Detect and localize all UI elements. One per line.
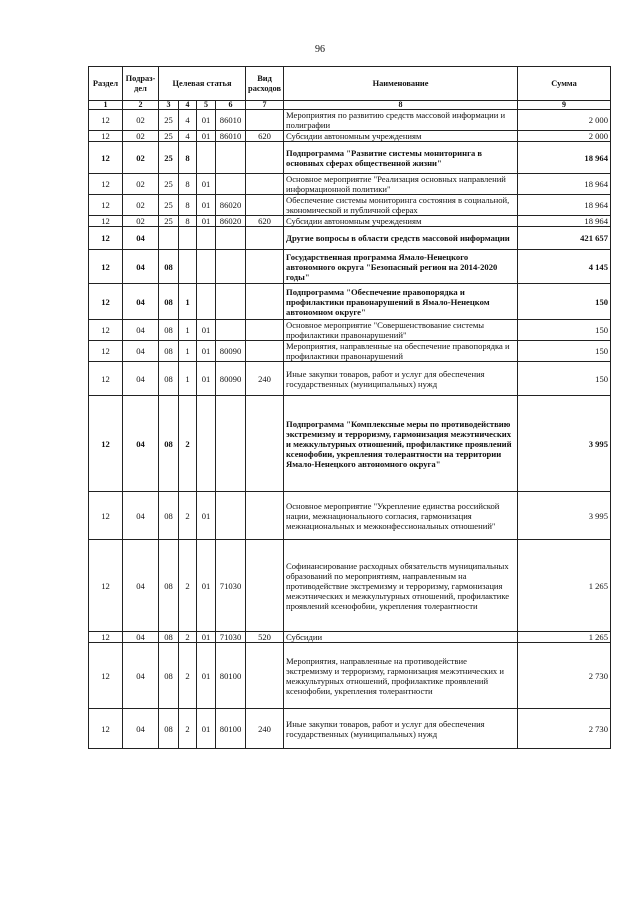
podrazdel-cell: 04 <box>123 540 159 632</box>
direction-code-cell <box>216 227 246 250</box>
event-code-cell: 01 <box>197 643 216 709</box>
name-cell: Субсидии автономным учреждениям <box>284 131 518 142</box>
subprogram-code-cell: 4 <box>179 131 197 142</box>
razdel-cell: 12 <box>89 142 123 174</box>
expense-type-cell <box>246 643 284 709</box>
expense-type-cell <box>246 250 284 284</box>
podrazdel-cell: 02 <box>123 216 159 227</box>
table-row <box>89 341 611 362</box>
name-cell: Софинансирование расходных обязательств муниципальных образований по мероприятиям, направленным на противодействие экстремизму и терроризму, гармонизация межэтнических и межкультурных отношений, профилактике проявлений ксенофобии, укрепления толерантности <box>284 540 518 632</box>
sum-cell: 150 <box>518 320 611 341</box>
podrazdel-cell: 04 <box>123 284 159 320</box>
podrazdel-cell: 04 <box>123 362 159 396</box>
sum-cell: 18 964 <box>518 216 611 227</box>
podrazdel-cell: 04 <box>123 250 159 284</box>
expense-type-cell <box>246 195 284 216</box>
expense-type-cell <box>246 341 284 362</box>
podrazdel-cell: 02 <box>123 110 159 131</box>
expense-type-cell: 240 <box>246 362 284 396</box>
event-code-cell: 01 <box>197 174 216 195</box>
header-expense-type: Вид расходов <box>246 67 284 101</box>
name-cell: Государственная программа Ямало-Ненецкого автономного округа "Безопасный регион на 2014-2020 годы" <box>284 250 518 284</box>
razdel-cell: 12 <box>89 540 123 632</box>
subprogram-code-cell: 8 <box>179 195 197 216</box>
event-code-cell <box>197 227 216 250</box>
expense-type-cell: 620 <box>246 131 284 142</box>
event-code-cell: 01 <box>197 131 216 142</box>
subprogram-code-cell: 2 <box>179 492 197 540</box>
podrazdel-cell: 04 <box>123 396 159 492</box>
podrazdel-cell: 02 <box>123 174 159 195</box>
program-code-cell: 08 <box>159 632 179 643</box>
column-number: 2 <box>123 101 159 110</box>
name-cell: Подпрограмма "Комплексные меры по противодействию экстремизму и терроризму, гармонизация межэтнических и межкультурных отношений, профилактике проявлений ксенофобии, укрепления толерантности на территории Ямало-Ненецкого автономного округа" <box>284 396 518 492</box>
direction-code-cell <box>216 284 246 320</box>
event-code-cell: 01 <box>197 320 216 341</box>
table-row <box>89 396 611 492</box>
razdel-cell: 12 <box>89 174 123 195</box>
sum-cell: 3 995 <box>518 396 611 492</box>
razdel-cell: 12 <box>89 396 123 492</box>
program-code-cell <box>159 227 179 250</box>
table-row <box>89 492 611 540</box>
name-cell: Мероприятия по развитию средств массовой информации и полиграфии <box>284 110 518 131</box>
event-code-cell: 01 <box>197 709 216 749</box>
razdel-cell: 12 <box>89 362 123 396</box>
event-code-cell <box>197 142 216 174</box>
event-code-cell: 01 <box>197 632 216 643</box>
table-row <box>89 110 611 131</box>
event-code-cell: 01 <box>197 216 216 227</box>
name-cell: Подпрограмма "Обеспечение правопорядка и профилактики правонарушений в Ямало-Ненецком автономном округе" <box>284 284 518 320</box>
header-sum: Сумма <box>518 67 611 101</box>
program-code-cell: 08 <box>159 320 179 341</box>
expense-type-cell <box>246 142 284 174</box>
sum-cell: 2 000 <box>518 131 611 142</box>
program-code-cell: 25 <box>159 110 179 131</box>
expense-type-cell <box>246 492 284 540</box>
budget-table <box>88 66 611 749</box>
subprogram-code-cell: 1 <box>179 362 197 396</box>
razdel-cell: 12 <box>89 227 123 250</box>
table-row <box>89 362 611 396</box>
podrazdel-cell: 04 <box>123 643 159 709</box>
name-cell: Основное мероприятие "Укрепление единства российской нации, межнационального согласия, гармонизация межнациональных и межконфессиональных отношений" <box>284 492 518 540</box>
program-code-cell: 25 <box>159 131 179 142</box>
name-cell: Иные закупки товаров, работ и услуг для обеспечения государственных (муниципальных) нужд <box>284 709 518 749</box>
sum-cell: 4 145 <box>518 250 611 284</box>
program-code-cell: 08 <box>159 341 179 362</box>
program-code-cell: 08 <box>159 540 179 632</box>
column-number: 6 <box>216 101 246 110</box>
program-code-cell: 08 <box>159 492 179 540</box>
razdel-cell: 12 <box>89 131 123 142</box>
sum-cell: 2 730 <box>518 643 611 709</box>
direction-code-cell: 71030 <box>216 632 246 643</box>
name-cell: Обеспечение системы мониторинга состояния в социальной, экономической и публичной сферах <box>284 195 518 216</box>
direction-code-cell: 80090 <box>216 362 246 396</box>
subprogram-code-cell: 2 <box>179 396 197 492</box>
program-code-cell: 08 <box>159 396 179 492</box>
header-target-article: Целевая статья <box>159 67 246 101</box>
column-number: 3 <box>159 101 179 110</box>
direction-code-cell <box>216 396 246 492</box>
header-row <box>89 67 611 101</box>
podrazdel-cell: 04 <box>123 709 159 749</box>
razdel-cell: 12 <box>89 643 123 709</box>
program-code-cell: 25 <box>159 195 179 216</box>
event-code-cell: 01 <box>197 110 216 131</box>
direction-code-cell: 80090 <box>216 341 246 362</box>
subprogram-code-cell: 8 <box>179 174 197 195</box>
direction-code-cell <box>216 320 246 341</box>
program-code-cell: 08 <box>159 362 179 396</box>
table-row <box>89 643 611 709</box>
name-cell: Субсидии <box>284 632 518 643</box>
direction-code-cell: 86010 <box>216 110 246 131</box>
direction-code-cell <box>216 250 246 284</box>
event-code-cell <box>197 250 216 284</box>
subprogram-code-cell: 4 <box>179 110 197 131</box>
subprogram-code-cell: 8 <box>179 216 197 227</box>
table-row <box>89 174 611 195</box>
expense-type-cell <box>246 396 284 492</box>
name-cell: Основное мероприятие "Совершенствование системы профилактики правонарушений" <box>284 320 518 341</box>
sum-cell: 3 995 <box>518 492 611 540</box>
name-cell: Основное мероприятие "Реализация основных направлений информационной политики" <box>284 174 518 195</box>
subprogram-code-cell: 2 <box>179 709 197 749</box>
event-code-cell: 01 <box>197 341 216 362</box>
sum-cell: 150 <box>518 284 611 320</box>
table-row <box>89 195 611 216</box>
header-name: Наименование <box>284 67 518 101</box>
direction-code-cell: 86020 <box>216 216 246 227</box>
event-code-cell: 01 <box>197 362 216 396</box>
podrazdel-cell: 04 <box>123 492 159 540</box>
name-cell: Подпрограмма "Развитие системы мониторинга в основных сферах общественной жизни" <box>284 142 518 174</box>
table-body <box>89 110 611 749</box>
expense-type-cell <box>246 284 284 320</box>
expense-type-cell <box>246 540 284 632</box>
expense-type-cell: 520 <box>246 632 284 643</box>
sum-cell: 150 <box>518 341 611 362</box>
subprogram-code-cell: 2 <box>179 632 197 643</box>
podrazdel-cell: 02 <box>123 195 159 216</box>
name-cell: Иные закупки товаров, работ и услуг для обеспечения государственных (муниципальных) нужд <box>284 362 518 396</box>
podrazdel-cell: 02 <box>123 142 159 174</box>
sum-cell: 2 000 <box>518 110 611 131</box>
event-code-cell <box>197 396 216 492</box>
column-number-row <box>89 101 611 110</box>
column-number: 7 <box>246 101 284 110</box>
expense-type-cell <box>246 174 284 195</box>
table-row <box>89 284 611 320</box>
name-cell: Мероприятия, направленные на обеспечение правопорядка и профилактики правонарушений <box>284 341 518 362</box>
column-number: 9 <box>518 101 611 110</box>
table-row <box>89 632 611 643</box>
header-podrazdel: Подраз-дел <box>123 67 159 101</box>
header-razdel: Раздел <box>89 67 123 101</box>
expense-type-cell: 620 <box>246 216 284 227</box>
direction-code-cell <box>216 492 246 540</box>
expense-type-cell <box>246 227 284 250</box>
razdel-cell: 12 <box>89 709 123 749</box>
event-code-cell: 01 <box>197 492 216 540</box>
name-cell: Субсидии автономным учреждениям <box>284 216 518 227</box>
direction-code-cell: 86020 <box>216 195 246 216</box>
direction-code-cell: 80100 <box>216 643 246 709</box>
event-code-cell <box>197 284 216 320</box>
razdel-cell: 12 <box>89 320 123 341</box>
expense-type-cell: 240 <box>246 709 284 749</box>
program-code-cell: 08 <box>159 709 179 749</box>
subprogram-code-cell <box>179 250 197 284</box>
event-code-cell: 01 <box>197 540 216 632</box>
program-code-cell: 25 <box>159 174 179 195</box>
subprogram-code-cell <box>179 227 197 250</box>
table-row <box>89 216 611 227</box>
program-code-cell: 08 <box>159 643 179 709</box>
subprogram-code-cell: 2 <box>179 540 197 632</box>
podrazdel-cell: 04 <box>123 227 159 250</box>
razdel-cell: 12 <box>89 341 123 362</box>
program-code-cell: 25 <box>159 216 179 227</box>
program-code-cell: 25 <box>159 142 179 174</box>
subprogram-code-cell: 1 <box>179 284 197 320</box>
subprogram-code-cell: 8 <box>179 142 197 174</box>
page-number: 96 <box>315 44 325 55</box>
direction-code-cell <box>216 174 246 195</box>
razdel-cell: 12 <box>89 250 123 284</box>
sum-cell: 150 <box>518 362 611 396</box>
sum-cell: 18 964 <box>518 195 611 216</box>
podrazdel-cell: 04 <box>123 632 159 643</box>
table-row <box>89 250 611 284</box>
direction-code-cell: 71030 <box>216 540 246 632</box>
subprogram-code-cell: 1 <box>179 341 197 362</box>
name-cell: Другие вопросы в области средств массовой информации <box>284 227 518 250</box>
sum-cell: 18 964 <box>518 174 611 195</box>
razdel-cell: 12 <box>89 195 123 216</box>
expense-type-cell <box>246 110 284 131</box>
program-code-cell: 08 <box>159 284 179 320</box>
direction-code-cell: 80100 <box>216 709 246 749</box>
table-row <box>89 131 611 142</box>
expense-type-cell <box>246 320 284 341</box>
subprogram-code-cell: 1 <box>179 320 197 341</box>
podrazdel-cell: 04 <box>123 341 159 362</box>
sum-cell: 1 265 <box>518 632 611 643</box>
event-code-cell: 01 <box>197 195 216 216</box>
sum-cell: 2 730 <box>518 709 611 749</box>
column-number: 5 <box>197 101 216 110</box>
subprogram-code-cell: 2 <box>179 643 197 709</box>
program-code-cell: 08 <box>159 250 179 284</box>
table-row <box>89 142 611 174</box>
direction-code-cell <box>216 142 246 174</box>
column-number: 1 <box>89 101 123 110</box>
table-row <box>89 709 611 749</box>
podrazdel-cell: 02 <box>123 131 159 142</box>
column-number: 8 <box>284 101 518 110</box>
razdel-cell: 12 <box>89 216 123 227</box>
razdel-cell: 12 <box>89 110 123 131</box>
table-row <box>89 540 611 632</box>
razdel-cell: 12 <box>89 284 123 320</box>
direction-code-cell: 86010 <box>216 131 246 142</box>
sum-cell: 18 964 <box>518 142 611 174</box>
table-row <box>89 227 611 250</box>
table-row <box>89 320 611 341</box>
column-number: 4 <box>179 101 197 110</box>
sum-cell: 1 265 <box>518 540 611 632</box>
razdel-cell: 12 <box>89 492 123 540</box>
sum-cell: 421 657 <box>518 227 611 250</box>
podrazdel-cell: 04 <box>123 320 159 341</box>
razdel-cell: 12 <box>89 632 123 643</box>
name-cell: Мероприятия, направленные на противодействие экстремизму и терроризму, гармонизация межэтнических и межкультурных отношений, профилактике проявлений ксенофобии, укрепления толерантности <box>284 643 518 709</box>
